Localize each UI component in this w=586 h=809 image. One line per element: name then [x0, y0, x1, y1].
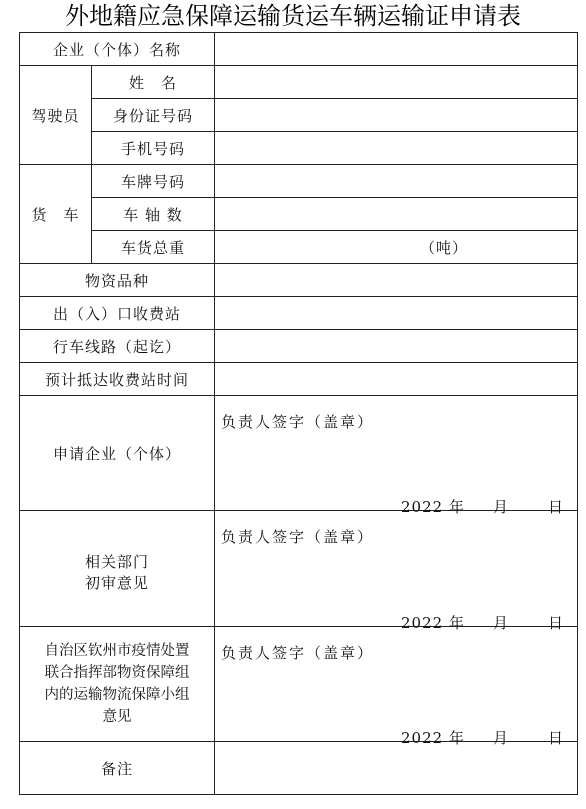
label-eta: 预计抵达收费站时间: [20, 363, 215, 396]
signature-label: 负责人签字（盖章）: [221, 413, 375, 431]
row-driver-id: [20, 99, 578, 132]
date-month: 月: [493, 614, 510, 632]
field-goods[interactable]: [215, 264, 578, 297]
field-route[interactable]: [215, 330, 578, 363]
row-weight: [20, 231, 578, 264]
row-toll-station: [20, 297, 578, 330]
label-driver-group: 驾驶员: [20, 66, 92, 165]
row-dept-review: [20, 511, 578, 627]
row-axles: [20, 198, 578, 231]
field-driver-id[interactable]: [215, 99, 578, 132]
row-driver-name: [20, 66, 578, 99]
signature-cell-dept[interactable]: [215, 511, 578, 632]
date-year: 2022 年: [401, 729, 465, 747]
label-company: 企业（个体）名称: [20, 33, 215, 66]
application-form-table: [19, 32, 578, 795]
label-goods: 物资品种: [20, 264, 215, 297]
label-dept-line2: 初审意见: [85, 573, 150, 592]
label-weight: 车货总重: [92, 231, 215, 264]
row-remarks: [20, 742, 578, 795]
row-applicant: [20, 396, 578, 511]
label-dept-review: [20, 511, 215, 627]
label-plate: 车牌号码: [92, 165, 215, 198]
form-title: 外地籍应急保障运输货运车辆运输证申请表: [65, 2, 521, 30]
signature-label: 负责人签字（盖章）: [221, 644, 375, 662]
field-toll-station[interactable]: [215, 297, 578, 330]
field-driver-name[interactable]: [215, 66, 578, 99]
field-axles[interactable]: [215, 198, 578, 231]
row-route: [20, 330, 578, 363]
date-day: 日: [548, 498, 565, 516]
label-applicant: 申请企业（个体）: [20, 396, 215, 511]
field-driver-phone[interactable]: [215, 132, 578, 165]
row-company: [20, 33, 578, 66]
label-dept-line1: 相关部门: [85, 552, 150, 571]
label-truck-group: 货 车: [20, 165, 92, 264]
date-year: 2022 年: [401, 498, 465, 516]
signature-label: 负责人签字（盖章）: [221, 528, 375, 546]
date-month: 月: [493, 498, 510, 516]
date-day: 日: [548, 729, 565, 747]
label-hq-line1: 自治区钦州市疫情处置: [44, 643, 190, 659]
label-hq-line3: 内的运输物流保障小组: [44, 687, 190, 703]
signature-cell-hq[interactable]: [215, 627, 578, 747]
row-plate: [20, 165, 578, 198]
row-eta: [20, 363, 578, 396]
field-company[interactable]: [215, 33, 578, 66]
label-hq-line2: 联合指挥部物资保障组: [44, 665, 190, 681]
field-weight[interactable]: [215, 231, 578, 264]
label-hq-line4: 意见: [102, 709, 132, 725]
date-month: 月: [493, 729, 510, 747]
row-hq-opinion: [20, 627, 578, 742]
label-axles: 车 轴 数: [92, 198, 215, 231]
label-route: 行车线路（起讫）: [20, 330, 215, 363]
label-driver-id: 身份证号码: [92, 99, 215, 132]
label-driver-name: 姓 名: [92, 66, 215, 99]
label-remarks: 备注: [20, 742, 215, 795]
row-goods: [20, 264, 578, 297]
field-eta[interactable]: [215, 363, 578, 396]
weight-unit: （吨）: [420, 238, 469, 257]
field-plate[interactable]: [215, 165, 578, 198]
date-year: 2022 年: [401, 614, 465, 632]
signature-cell-applicant[interactable]: [215, 396, 578, 516]
label-hq-opinion: [20, 627, 215, 742]
row-driver-phone: [20, 132, 578, 165]
date-day: 日: [548, 614, 565, 632]
field-remarks[interactable]: [215, 742, 578, 795]
label-toll-station: 出（入）口收费站: [20, 297, 215, 330]
label-driver-phone: 手机号码: [92, 132, 215, 165]
